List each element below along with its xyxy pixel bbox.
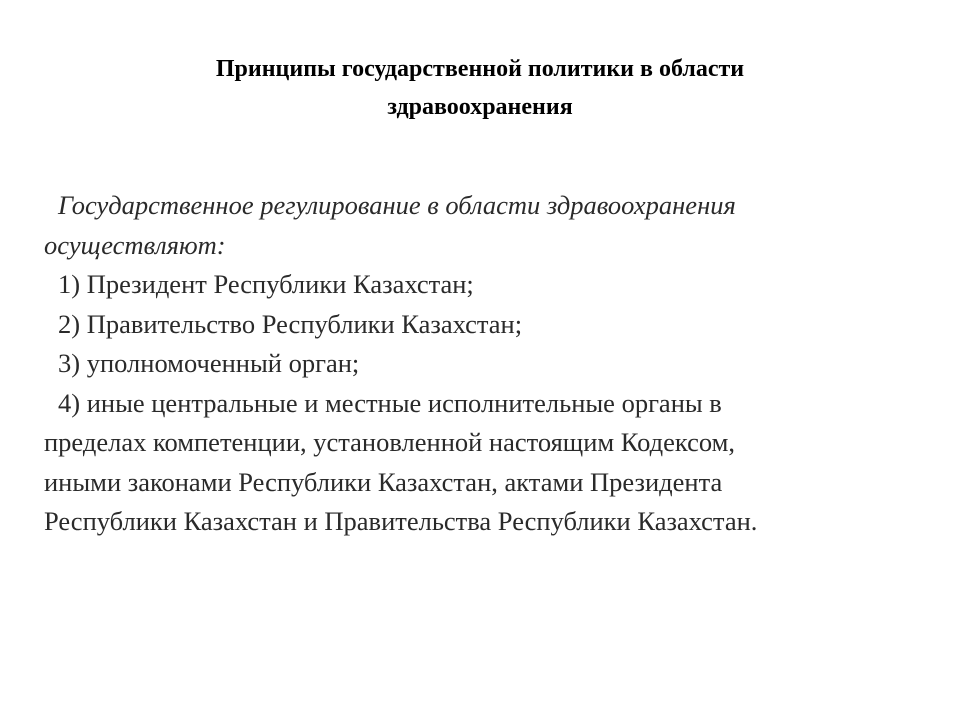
list-item-4-line-2: пределах компетенции, установленной настоящим Кодексом, bbox=[44, 427, 735, 457]
slide-title-line-1: Принципы государственной политики в области bbox=[215, 56, 745, 82]
intro-line-1: Государственное регулирование в области здравоохранения bbox=[58, 190, 736, 220]
list-item-4-line-4: Республики Казахстан и Правительства Республики Казахстан. bbox=[44, 506, 758, 536]
list-item-1: 1) Президент Республики Казахстан; bbox=[58, 269, 474, 299]
list-item-4-line-3: иными законами Республики Казахстан, актами Президента bbox=[44, 466, 723, 497]
slide-title bbox=[100, 50, 860, 126]
list-item-4-line-1: 4) иные центральные и местные исполнительные органы в bbox=[58, 387, 722, 418]
slide-body bbox=[44, 186, 924, 542]
list-item-2: 2) Правительство Республики Казахстан; bbox=[58, 308, 523, 339]
intro-line-2: осуществляют: bbox=[44, 229, 226, 260]
list-item-3: 3) уполномоченный орган; bbox=[58, 348, 360, 378]
slide-title-line-2: здравоохранения bbox=[387, 94, 573, 120]
